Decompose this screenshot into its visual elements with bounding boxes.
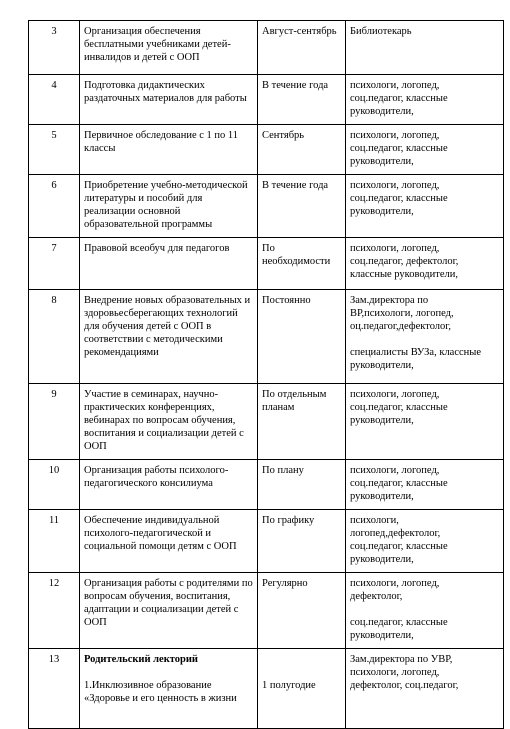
responsible <box>346 510 504 573</box>
table-row <box>29 290 504 384</box>
cell-line: педагогического консилиума <box>84 478 213 489</box>
cell-line: психологи, <box>350 515 399 526</box>
cell-line: раздаточных материалов для работы <box>84 93 247 104</box>
measure-name <box>80 125 258 175</box>
row-number: 9 <box>29 384 80 460</box>
cell-line: В течение года <box>262 180 329 191</box>
cell-line: Первичное обследование с 1 по 11 <box>84 130 239 141</box>
row-number: 5 <box>29 125 80 175</box>
measure-name <box>80 75 258 125</box>
responsible <box>346 573 504 649</box>
cell-line: психологи, логопед, <box>350 80 440 91</box>
timing <box>258 290 346 384</box>
row-number: 7 <box>29 238 80 290</box>
cell-line: для обучения детей с ООП в <box>84 321 212 332</box>
row-number: 6 <box>29 175 80 238</box>
cell-line: Приобретение учебно-методической <box>84 180 248 191</box>
cell-line: Обеспечение индивидуальной <box>84 515 220 526</box>
measure-name <box>80 573 258 649</box>
row-number: 8 <box>29 290 80 384</box>
table-row <box>29 510 504 573</box>
cell-line: руководители, <box>350 156 414 167</box>
cell-line: психологи, логопед, <box>350 180 440 191</box>
table-row <box>29 238 504 290</box>
cell-line: соц.педагог, классные <box>350 193 448 204</box>
cell-line: классные руководители, <box>350 269 458 280</box>
row-number: 13 <box>29 649 80 729</box>
responsible <box>346 384 504 460</box>
cell-line: дефектолог, соц.педагог, <box>350 680 459 691</box>
cell-line: 1 полугодие <box>262 680 316 691</box>
cell-line: соц.педагог, классные <box>350 541 448 552</box>
cell-line: бесплатными учебниками детей- <box>84 39 231 50</box>
measure-name <box>80 510 258 573</box>
cell-line: Постоянно <box>262 295 311 306</box>
measure-name <box>80 238 258 290</box>
cell-line: соц.педагог, классные <box>350 617 448 628</box>
timing <box>258 75 346 125</box>
timing <box>258 460 346 510</box>
cell-line: руководители, <box>350 491 414 502</box>
cell-line <box>350 603 499 616</box>
cell-line: социальной помощи детям с ООП <box>84 541 237 552</box>
timing <box>258 384 346 460</box>
cell-line: необходимости <box>262 256 331 267</box>
lecture-title: Родительский лекторий <box>84 654 198 665</box>
cell-line <box>350 333 499 346</box>
cell-line: здоровьесберегающих технологий <box>84 308 238 319</box>
table-body <box>29 21 504 729</box>
measures-table <box>28 20 504 729</box>
timing <box>258 649 346 729</box>
cell-line: воспитания и социализации детей с <box>84 428 244 439</box>
table-row <box>29 460 504 510</box>
responsible <box>346 238 504 290</box>
timing <box>258 510 346 573</box>
timing <box>258 21 346 75</box>
cell-line: Участие в семинарах, научно- <box>84 389 219 400</box>
cell-line: литературы и пособий для <box>84 193 203 204</box>
cell-line: Подготовка дидактических <box>84 80 205 91</box>
cell-line: руководители, <box>350 415 414 426</box>
cell-line: психолого-педагогической и <box>84 528 212 539</box>
cell-line: адаптации и социализации детей с <box>84 604 239 615</box>
cell-line: Организация работы психолого- <box>84 465 229 476</box>
responsible <box>346 21 504 75</box>
measure-name <box>80 460 258 510</box>
cell-line: руководители, <box>350 206 414 217</box>
cell-line: ООП <box>84 617 107 628</box>
cell-line: планам <box>262 402 295 413</box>
cell-line: соц.педагог, классные <box>350 402 448 413</box>
cell-line: ВР,психологи, логопед, <box>350 308 454 319</box>
measure-name <box>80 290 258 384</box>
cell-line: инвалидов и детей с ООП <box>84 52 200 63</box>
cell-line: Зам.директора по <box>350 295 429 306</box>
cell-line: соответствии с методическими <box>84 334 223 345</box>
timing <box>258 238 346 290</box>
cell-line: руководители, <box>350 630 414 641</box>
cell-line: логопед,дефектолог, <box>350 528 441 539</box>
cell-line: психологи, логопед, <box>350 243 440 254</box>
measure-name <box>80 21 258 75</box>
table-row <box>29 75 504 125</box>
cell-line: психологи, логопед, <box>350 578 440 589</box>
cell-line: психологи, логопед, <box>350 465 440 476</box>
responsible <box>346 290 504 384</box>
table-row <box>29 384 504 460</box>
cell-line: руководители, <box>350 554 414 565</box>
cell-line: соц.педагог, классные <box>350 143 448 154</box>
measure-name <box>80 384 258 460</box>
cell-line: Библиотекарь <box>350 26 412 37</box>
row-number: 11 <box>29 510 80 573</box>
cell-line: реализации основной <box>84 206 181 217</box>
cell-line: Зам.директора по УВР, <box>350 654 453 665</box>
table-row <box>29 21 504 75</box>
cell-line: дефектолог, <box>350 591 403 602</box>
timing <box>258 175 346 238</box>
timing <box>258 573 346 649</box>
cell-line: Сентябрь <box>262 130 305 141</box>
cell-line: соц.педагог, классные <box>350 93 448 104</box>
cell-line: специалисты ВУЗа, классные <box>350 347 481 358</box>
cell-line: рекомендациями <box>84 347 159 358</box>
lecture-topic <box>84 679 253 705</box>
responsible <box>346 460 504 510</box>
cell-line: соц.педагог, классные <box>350 478 448 489</box>
cell-line: психологи, логопед, <box>350 130 440 141</box>
cell-line: психологи, логопед, <box>350 389 440 400</box>
responsible <box>346 75 504 125</box>
cell-line: По графику <box>262 515 315 526</box>
responsible <box>346 175 504 238</box>
measure-name <box>80 649 258 729</box>
cell-line: ООП <box>84 441 107 452</box>
measure-name <box>80 175 258 238</box>
table-row <box>29 649 504 729</box>
cell-line: По плану <box>262 465 304 476</box>
cell-line: оц.педагог,дефектолог, <box>350 321 452 332</box>
cell-line: руководители, <box>350 106 414 117</box>
table-row <box>29 175 504 238</box>
cell-line: вебинарах по вопросам обучения, <box>84 415 236 426</box>
timing <box>258 125 346 175</box>
table-row <box>29 573 504 649</box>
cell-line: В течение года <box>262 80 329 91</box>
cell-line: вопросам обучения, воспитания, <box>84 591 231 602</box>
row-number: 12 <box>29 573 80 649</box>
cell-line: По отдельным <box>262 389 327 400</box>
cell-line: Внедрение новых образовательных и <box>84 295 251 306</box>
cell-line: соц.педагог, дефектолог, <box>350 256 459 267</box>
cell-line: классы <box>84 143 116 154</box>
cell-line: Август-сентябрь <box>262 26 337 37</box>
cell-line: практических конференциях, <box>84 402 215 413</box>
row-number: 10 <box>29 460 80 510</box>
responsible <box>346 649 504 729</box>
cell-line: 1.Инклюзивное образование <box>84 680 212 691</box>
row-number: 3 <box>29 21 80 75</box>
cell-line: психологи, логопед, <box>350 667 440 678</box>
cell-line: образовательной программы <box>84 219 213 230</box>
cell-line: Регулярно <box>262 578 308 589</box>
table-row <box>29 125 504 175</box>
cell-line: По <box>262 243 275 254</box>
row-number: 4 <box>29 75 80 125</box>
cell-line: Организация работы с родителями по <box>84 578 253 589</box>
cell-line: «Здоровье и его ценность в жизни <box>84 693 237 704</box>
cell-line: Организация обеспечения <box>84 26 201 37</box>
cell-line: руководители, <box>350 360 414 371</box>
responsible <box>346 125 504 175</box>
cell-line: Правовой всеобуч для педагогов <box>84 243 230 254</box>
